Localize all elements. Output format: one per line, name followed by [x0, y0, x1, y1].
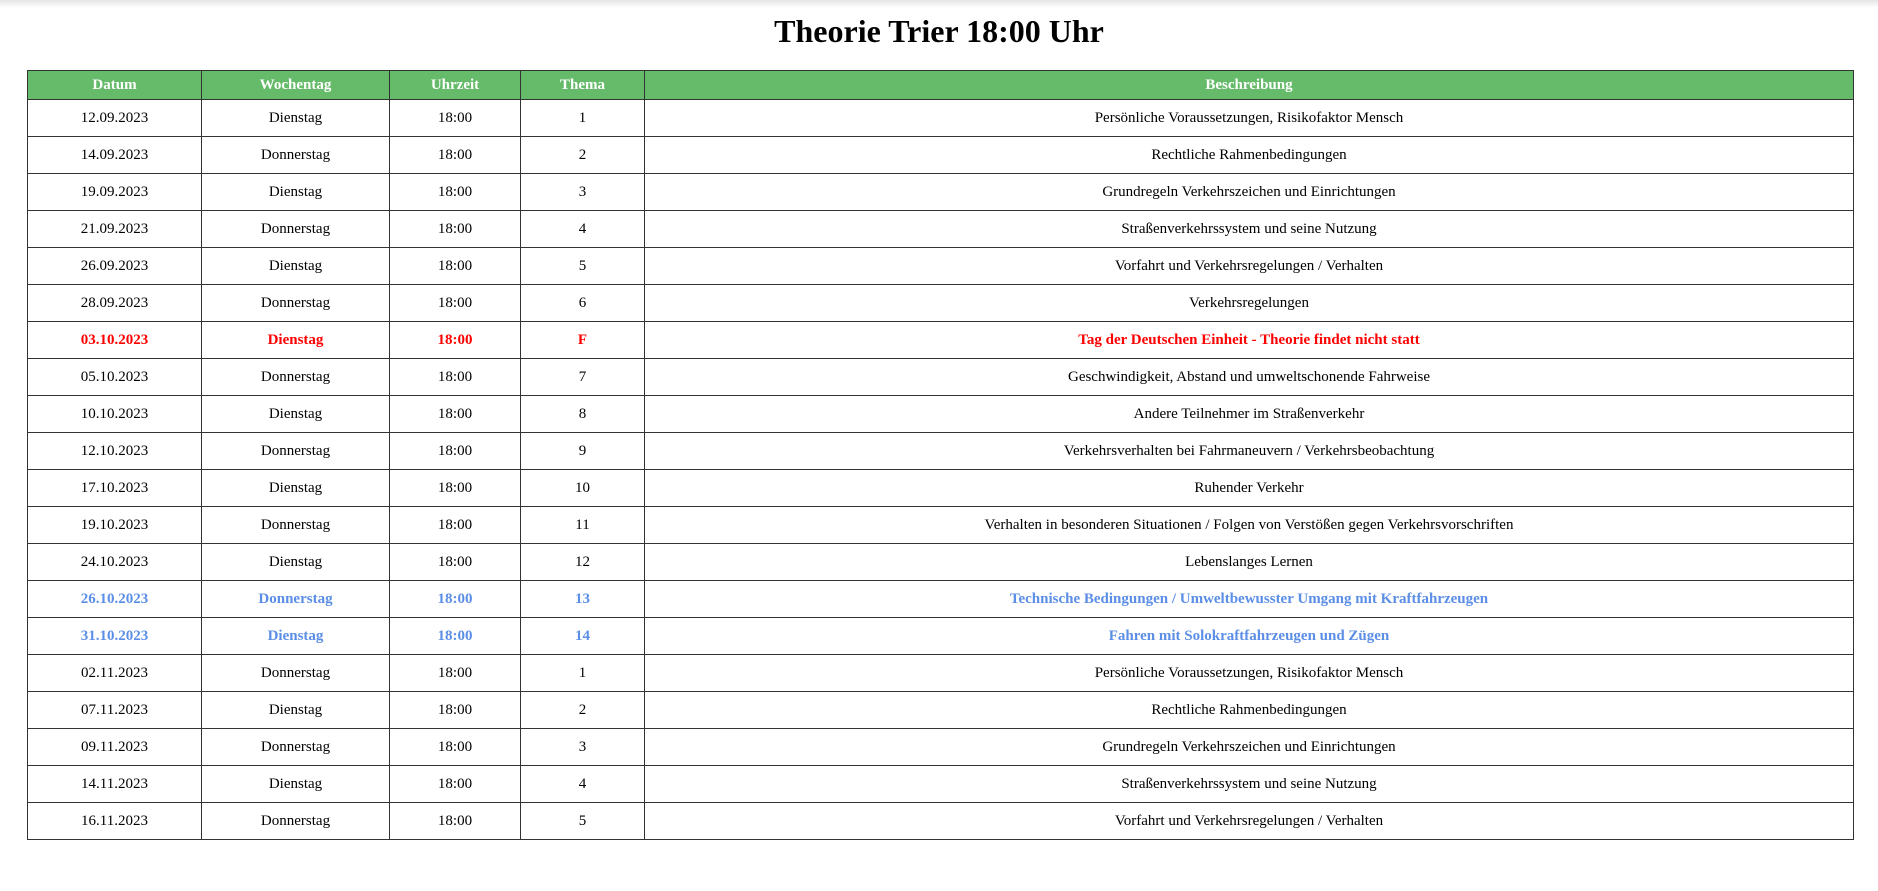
cell-beschreibung: Grundregeln Verkehrszeichen und Einrichtungen	[645, 174, 1854, 211]
cell-uhrzeit: 18:00	[390, 692, 521, 729]
table-row	[28, 433, 1854, 470]
table-row	[28, 581, 1854, 618]
table-row	[28, 766, 1854, 803]
cell-uhrzeit: 18:00	[390, 470, 521, 507]
cell-uhrzeit: 18:00	[390, 544, 521, 581]
table-row	[28, 729, 1854, 766]
cell-beschreibung: Persönliche Voraussetzungen, Risikofaktor Mensch	[645, 100, 1854, 137]
cell-thema: 14	[521, 618, 645, 655]
cell-wochentag: Donnerstag	[202, 729, 390, 766]
cell-wochentag: Dienstag	[202, 692, 390, 729]
table-row	[28, 544, 1854, 581]
cell-uhrzeit: 18:00	[390, 803, 521, 840]
table-row	[28, 470, 1854, 507]
cell-beschreibung: Vorfahrt und Verkehrsregelungen / Verhalten	[645, 248, 1854, 285]
cell-beschreibung: Lebenslanges Lernen	[645, 544, 1854, 581]
cell-datum: 12.09.2023	[28, 100, 202, 137]
cell-datum: 03.10.2023	[28, 322, 202, 359]
cell-thema: 10	[521, 470, 645, 507]
cell-uhrzeit: 18:00	[390, 655, 521, 692]
cell-datum: 26.10.2023	[28, 581, 202, 618]
cell-uhrzeit: 18:00	[390, 396, 521, 433]
cell-beschreibung: Andere Teilnehmer im Straßenverkehr	[645, 396, 1854, 433]
cell-datum: 02.11.2023	[28, 655, 202, 692]
cell-wochentag: Dienstag	[202, 248, 390, 285]
cell-wochentag: Dienstag	[202, 618, 390, 655]
cell-beschreibung: Straßenverkehrssystem und seine Nutzung	[645, 211, 1854, 248]
cell-thema: 2	[521, 137, 645, 174]
cell-wochentag: Donnerstag	[202, 433, 390, 470]
cell-uhrzeit: 18:00	[390, 248, 521, 285]
cell-thema: 9	[521, 433, 645, 470]
cell-uhrzeit: 18:00	[390, 359, 521, 396]
header-beschreibung: Beschreibung	[645, 71, 1854, 100]
cell-datum: 09.11.2023	[28, 729, 202, 766]
cell-wochentag: Donnerstag	[202, 803, 390, 840]
header-wochentag: Wochentag	[202, 71, 390, 100]
cell-uhrzeit: 18:00	[390, 433, 521, 470]
cell-datum: 19.09.2023	[28, 174, 202, 211]
cell-uhrzeit: 18:00	[390, 618, 521, 655]
table-row	[28, 396, 1854, 433]
cell-datum: 26.09.2023	[28, 248, 202, 285]
cell-thema: 11	[521, 507, 645, 544]
cell-beschreibung: Tag der Deutschen Einheit - Theorie findet nicht statt	[645, 322, 1854, 359]
cell-wochentag: Donnerstag	[202, 137, 390, 174]
cell-uhrzeit: 18:00	[390, 729, 521, 766]
cell-thema: 3	[521, 174, 645, 211]
cell-thema: 7	[521, 359, 645, 396]
cell-thema: 3	[521, 729, 645, 766]
cell-uhrzeit: 18:00	[390, 766, 521, 803]
cell-wochentag: Dienstag	[202, 100, 390, 137]
cell-beschreibung: Rechtliche Rahmenbedingungen	[645, 692, 1854, 729]
cell-wochentag: Dienstag	[202, 544, 390, 581]
cell-beschreibung: Verhalten in besonderen Situationen / Folgen von Verstößen gegen Verkehrsvorschriften	[645, 507, 1854, 544]
cell-uhrzeit: 18:00	[390, 100, 521, 137]
table-row	[28, 211, 1854, 248]
table-row	[28, 100, 1854, 137]
cell-uhrzeit: 18:00	[390, 211, 521, 248]
table-row	[28, 692, 1854, 729]
cell-datum: 05.10.2023	[28, 359, 202, 396]
cell-uhrzeit: 18:00	[390, 174, 521, 211]
cell-thema: 5	[521, 248, 645, 285]
cell-thema: 12	[521, 544, 645, 581]
cell-datum: 14.09.2023	[28, 137, 202, 174]
cell-thema: 4	[521, 766, 645, 803]
cell-datum: 24.10.2023	[28, 544, 202, 581]
cell-datum: 21.09.2023	[28, 211, 202, 248]
cell-datum: 28.09.2023	[28, 285, 202, 322]
table-row	[28, 248, 1854, 285]
cell-beschreibung: Geschwindigkeit, Abstand und umweltschonende Fahrweise	[645, 359, 1854, 396]
cell-thema: 8	[521, 396, 645, 433]
cell-thema: 5	[521, 803, 645, 840]
cell-beschreibung: Verkehrsregelungen	[645, 285, 1854, 322]
cell-thema: 6	[521, 285, 645, 322]
top-shadow	[0, 0, 1878, 8]
cell-uhrzeit: 18:00	[390, 285, 521, 322]
cell-thema: 1	[521, 100, 645, 137]
cell-beschreibung: Persönliche Voraussetzungen, Risikofaktor Mensch	[645, 655, 1854, 692]
header-uhrzeit: Uhrzeit	[390, 71, 521, 100]
cell-thema: 1	[521, 655, 645, 692]
cell-wochentag: Dienstag	[202, 396, 390, 433]
cell-uhrzeit: 18:00	[390, 581, 521, 618]
table-body	[28, 100, 1854, 840]
table-row	[28, 618, 1854, 655]
cell-thema: 13	[521, 581, 645, 618]
cell-uhrzeit: 18:00	[390, 322, 521, 359]
cell-beschreibung: Vorfahrt und Verkehrsregelungen / Verhalten	[645, 803, 1854, 840]
cell-wochentag: Dienstag	[202, 470, 390, 507]
cell-wochentag: Donnerstag	[202, 359, 390, 396]
cell-wochentag: Donnerstag	[202, 655, 390, 692]
table-row	[28, 803, 1854, 840]
cell-datum: 17.10.2023	[28, 470, 202, 507]
cell-wochentag: Dienstag	[202, 322, 390, 359]
cell-beschreibung: Rechtliche Rahmenbedingungen	[645, 137, 1854, 174]
table-row	[28, 285, 1854, 322]
cell-thema: 4	[521, 211, 645, 248]
cell-datum: 12.10.2023	[28, 433, 202, 470]
cell-datum: 31.10.2023	[28, 618, 202, 655]
table-row	[28, 359, 1854, 396]
cell-wochentag: Dienstag	[202, 174, 390, 211]
header-thema: Thema	[521, 71, 645, 100]
cell-beschreibung: Technische Bedingungen / Umweltbewusster Umgang mit Kraftfahrzeugen	[645, 581, 1854, 618]
cell-datum: 19.10.2023	[28, 507, 202, 544]
cell-beschreibung: Fahren mit Solokraftfahrzeugen und Zügen	[645, 618, 1854, 655]
cell-beschreibung: Grundregeln Verkehrszeichen und Einrichtungen	[645, 729, 1854, 766]
cell-datum: 16.11.2023	[28, 803, 202, 840]
cell-beschreibung: Ruhender Verkehr	[645, 470, 1854, 507]
cell-datum: 14.11.2023	[28, 766, 202, 803]
table-row	[28, 174, 1854, 211]
cell-wochentag: Donnerstag	[202, 285, 390, 322]
cell-wochentag: Donnerstag	[202, 581, 390, 618]
schedule-table	[27, 70, 1854, 840]
cell-beschreibung: Verkehrsverhalten bei Fahrmaneuvern / Verkehrsbeobachtung	[645, 433, 1854, 470]
cell-thema: 2	[521, 692, 645, 729]
header-datum: Datum	[28, 71, 202, 100]
cell-beschreibung: Straßenverkehrssystem und seine Nutzung	[645, 766, 1854, 803]
table-row	[28, 507, 1854, 544]
table-row	[28, 137, 1854, 174]
table-header-row	[28, 71, 1854, 100]
cell-uhrzeit: 18:00	[390, 507, 521, 544]
page-title: Theorie Trier 18:00 Uhr	[774, 13, 1104, 49]
cell-uhrzeit: 18:00	[390, 137, 521, 174]
cell-wochentag: Dienstag	[202, 766, 390, 803]
cell-thema: F	[521, 322, 645, 359]
cell-wochentag: Donnerstag	[202, 507, 390, 544]
table-row	[28, 322, 1854, 359]
cell-datum: 10.10.2023	[28, 396, 202, 433]
cell-wochentag: Donnerstag	[202, 211, 390, 248]
table-row	[28, 655, 1854, 692]
cell-datum: 07.11.2023	[28, 692, 202, 729]
